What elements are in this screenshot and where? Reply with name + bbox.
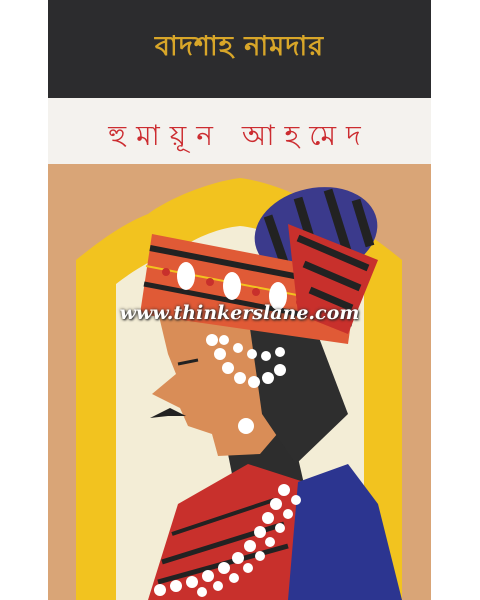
book-title: বাদশাহ নামদার [154, 31, 325, 62]
author-name: হুমায়ূন আহমেদ [108, 119, 371, 152]
watermark-text: www.thinkerslane.com [119, 302, 360, 324]
book-cover [48, 0, 431, 600]
cover-illustration [48, 164, 431, 600]
